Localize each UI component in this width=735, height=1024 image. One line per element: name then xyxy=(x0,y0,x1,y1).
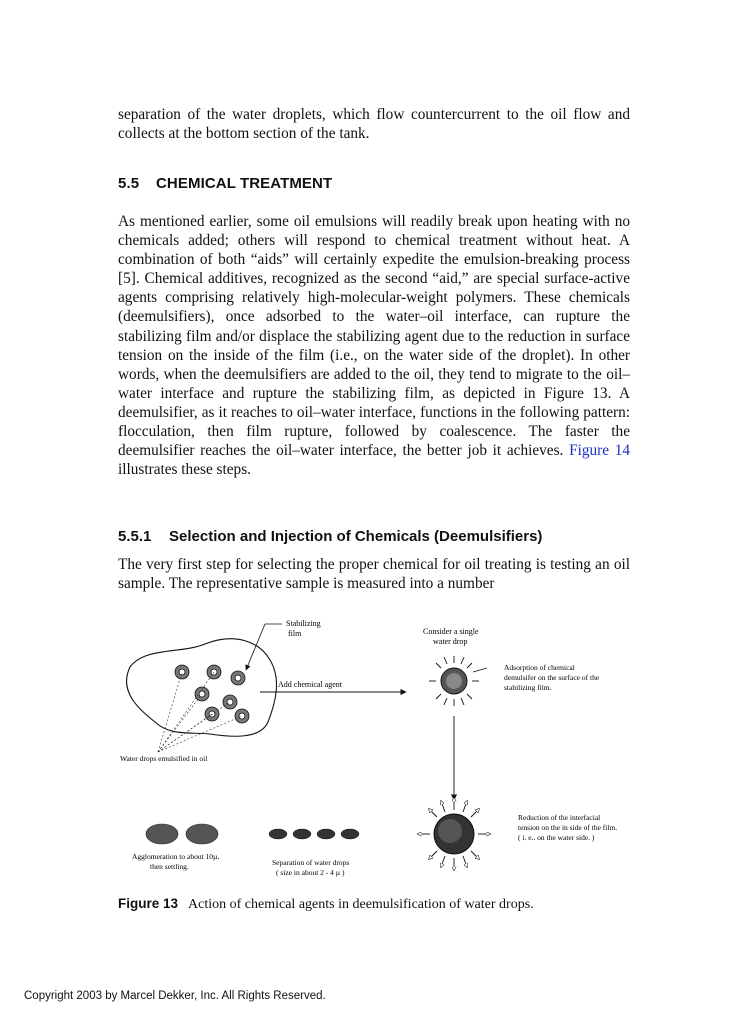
subsection-title: Selection and Injection of Chemicals (Deemulsifiers) xyxy=(169,528,543,545)
section-number: 5.5 xyxy=(118,175,140,192)
label-adsorption-3: stabilizing film. xyxy=(504,683,552,692)
subsection-heading-block xyxy=(118,528,630,545)
intro-paragraph: separation of the water droplets, which flow countercurrent to the oil flow and collects at the bottom section of the tank. xyxy=(118,106,630,143)
label-stabilizing-film-2: film xyxy=(288,629,302,638)
label-adsorption-2: demulsifer on the surface of the xyxy=(504,673,600,682)
figure-caption xyxy=(118,896,630,913)
section-paragraph xyxy=(118,212,630,479)
label-adsorption-1: Adsorption of chemical xyxy=(504,663,575,672)
section-paragraph-block xyxy=(118,212,630,479)
figure-14-link[interactable]: Figure 14 xyxy=(569,442,631,460)
label-reduction-2: tension on the in side of the film. xyxy=(518,823,618,832)
single-water-drop-adsorption xyxy=(429,656,479,706)
paragraph-text-end: illustrates these steps. xyxy=(118,461,251,479)
label-reduction-3: ( i. e.. on the water side. ) xyxy=(518,833,595,842)
label-agglomeration-2: then settling. xyxy=(150,862,189,871)
label-reduction-1: Reduction of the interfacial xyxy=(518,813,601,822)
agglomerated-drops xyxy=(146,824,218,844)
figure-caption-block xyxy=(118,896,630,913)
figure-caption-label: Figure 13 xyxy=(118,896,179,911)
paragraph-text: As mentioned earlier, some oil emulsions will readily break upon heating with no chemicals added; others will respond to chemical treatment without heat. A combination of both “aids” will certainly expedite the emulsion-breaking process [5]. Chemical additives, recognized as the second “aid,” are special surface-active agents comprising relatively high-molecular-weight polymers. These chemicals (deemulsifiers), once adsorbed to the water–oil interface, can rupture the stabilizing film and/or displace the stabilizing agent due to the reduction in surface tension on the inside of the film (i.e., on the water side of the droplet). In other words, when the deemulsifiers are added to the oil, they tend to migrate to the oil–water interface and rupture the stabilizing film, as depicted in Figure 13. A deemulsifier, as it reaches to oil–water interface, functions in the following pattern: flocculation, then film rupture, followed by coalescence. The faster the deemulsifier reaches the oil–water interface, the better job it achieves. xyxy=(118,213,630,460)
water-drop-tension-reduction xyxy=(418,798,490,870)
subsection-paragraph: The very first step for selecting the proper chemical for oil treating is testing an oil sample. The representative sample is measured into a number xyxy=(118,556,630,593)
subsection-heading xyxy=(118,528,630,545)
label-separation-2: ( size in about 2 - 4 µ ) xyxy=(276,868,345,877)
intro-block xyxy=(118,105,630,143)
emulsion-blob xyxy=(127,639,277,752)
label-separation-1: Separation of water drops xyxy=(272,858,350,867)
separated-drops xyxy=(269,829,359,839)
label-water-drops-emulsified: Water drops emulsified in oil xyxy=(120,754,208,763)
figure-13-diagram xyxy=(110,612,640,887)
figure-caption-text: Action of chemical agents in deemulsification of water drops. xyxy=(188,897,534,912)
label-stabilizing-film-1: Stabilizing xyxy=(286,619,321,628)
subsection-paragraph-block xyxy=(118,555,630,593)
label-add-chemical-agent: Add chemical agent xyxy=(278,680,342,689)
label-consider-1: Consider a single xyxy=(423,627,479,636)
label-consider-2: water drop xyxy=(433,637,468,646)
section-heading xyxy=(118,175,630,192)
copyright-notice: Copyright 2003 by Marcel Dekker, Inc. All Rights Reserved. xyxy=(24,990,326,1002)
section-title: CHEMICAL TREATMENT xyxy=(156,175,333,192)
subsection-number: 5.5.1 xyxy=(118,528,152,545)
label-agglomeration-1: Agglomeration to about 10µ, xyxy=(132,852,220,861)
section-heading-block xyxy=(118,175,630,192)
